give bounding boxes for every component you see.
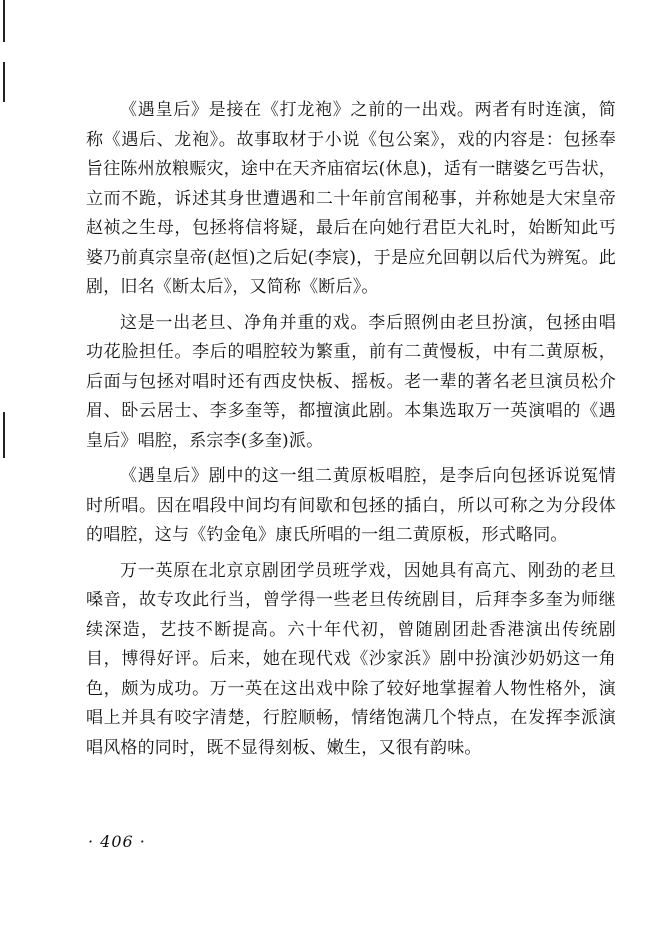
paragraph-roles: 这是一出老旦、净角并重的戏。李后照例由老旦扮演，包拯由唱功花脸担任。李后的唱腔较为繁重，前有二黄慢板，中有二黄原板，后面与包拯对唱时还有西皮快板、摇板。老一辈的著名老旦演员松介眉、卧云居士、李多奎等，都擅演此剧。本集选取万一英演唱的《遇皇后》唱腔，系宗李(多奎)派。: [86, 312, 616, 451]
scan-edge-mark-lower: [3, 412, 5, 458]
page-body: [86, 96, 616, 769]
paragraph-intro: 《遇皇后》是接在《打龙袍》之前的一出戏。两者有时连演，简称《遇后、龙袍》。故事取材于小说《包公案》，戏的内容是：包拯奉旨往陈州放粮赈灾，途中在天齐庙宿坛(休息)，适有一瞎婆乞丐告状，立而不跪，诉述其身世遭遇和二十年前宫闱秘事，并称她是大宋皇帝赵祯之生母，包拯将信将疑，最后在向她行君臣大礼时，始断知此丐婆乃前真宗皇帝(赵恒)之后妃(李宸)，于是应允回朝以后代为辨冤。此剧，旧名《断太后》，又简称《断后》。: [86, 100, 616, 297]
scan-edge-mark-top: [3, 0, 5, 42]
paragraph-aria: 《遇皇后》剧中的这一组二黄原板唱腔，是李后向包拯诉说冤情时所唱。因在唱段中间均有间歇和包拯的插白，所以可称之为分段体的唱腔，这与《钓金龟》康氏所唱的一组二黄原板，形式略同。: [86, 466, 616, 545]
page-number: · 406 ·: [88, 832, 146, 851]
scan-edge-mark-middle: [3, 62, 5, 102]
paragraph-performer: 万一英原在北京京剧团学员班学戏，因她具有高亢、刚劲的老旦嗓音，故专攻此行当，曾学得一些老旦传统剧目，后拜李多奎为师继续深造，艺技不断提高。六十年代初，曾随剧团赴香港演出传统剧目，博得好评。后来，她在现代戏《沙家浜》剧中扮演沙奶奶这一角色，颇为成功。万一英在这出戏中除了较好地掌握着人物性格外，演唱上并具有咬字清楚，行腔顺畅，情绪饱满几个特点，在发挥李派演唱风格的同时，既不显得刻板、嫩生，又很有韵味。: [86, 560, 616, 758]
